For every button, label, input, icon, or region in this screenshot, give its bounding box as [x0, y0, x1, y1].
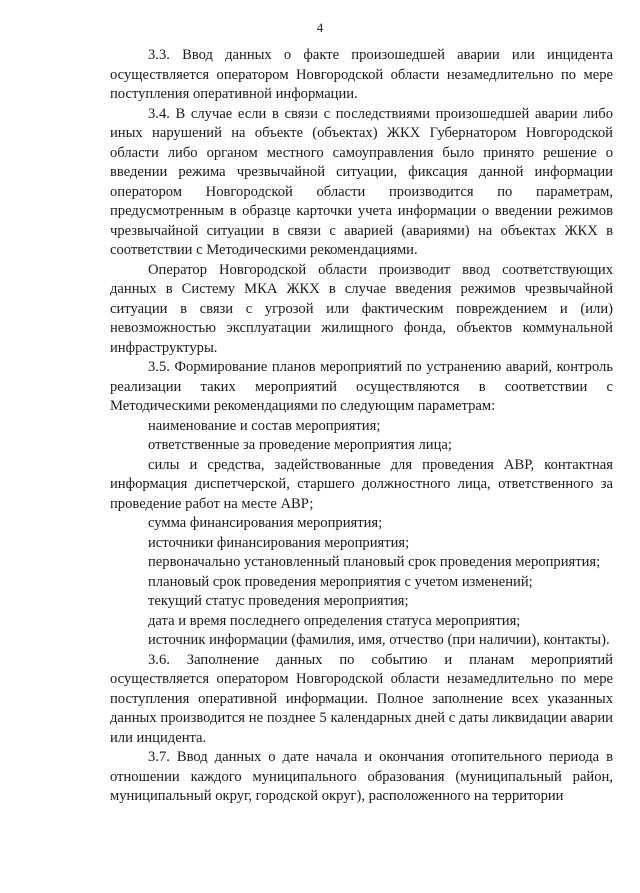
- list-item: наименование и состав мероприятия;: [148, 417, 381, 434]
- list-item: дата и время последнего определения статуса мероприятия;: [148, 612, 521, 629]
- list-item: источник информации (фамилия, имя, отчество (при наличии), контакты).: [148, 632, 610, 648]
- paragraph-3-5: 3.5. Формирование планов мероприятий по устранению аварий, контроль реализации таких мероприятий осуществляются в соответствии с Методическими рекомендациями по следующим параметрам:: [110, 359, 613, 414]
- paragraph-3-3: 3.3. Ввод данных о факте произошедшей аварии или инцидента осуществляется оператором Новгородской области незамедлительно по мере поступления оперативной информации.: [110, 47, 613, 102]
- document-body: [110, 46, 613, 807]
- list-item: силы и средства, задействованные для проведения АВР, контактная информация диспетчерской, старшего должностного лица, ответственного за проведение работ на месте АВР;: [110, 456, 613, 512]
- page-number: 4: [316, 20, 324, 35]
- list-item: плановый срок проведения мероприятия с учетом изменений;: [148, 573, 533, 590]
- list-item: ответственные за проведение мероприятия лица;: [148, 437, 452, 453]
- paragraph-3-4: 3.4. В случае если в связи с последствиями произошедшей аварии либо иных нарушений на объекте (объектах) ЖКХ Губернатором Новгородской области либо органом местного самоуправления было принято решение о введении режима чрезвычайной ситуации, фиксация данной информации оператором Новгородской области производится по параметрам, предусмотренным в образце карточки учета информации о введении режимов чрезвычайной ситуации в связи с аварией (авариями) на объектах ЖКХ в соответствии с Методическими рекомендациями.: [110, 105, 613, 258]
- paragraph-3-7: 3.7. Ввод данных о дате начала и окончания отопительного периода в отношении каждого муниципального образования (муниципальный район, муниципальный округ, городской округ), расположенного на территории: [110, 749, 613, 804]
- list-item: первоначально установленный плановый срок проведения мероприятия;: [148, 554, 601, 570]
- paragraph-3-6: 3.6. Заполнение данных по событию и планам мероприятий осуществляется оператором Новгородской области незамедлительно по мере поступления оперативной информации. Полное заполнение всех указанных данных производится не позднее 5 календарных дней с даты ликвидации аварии или инцидента.: [110, 651, 613, 746]
- list-item: сумма финансирования мероприятия;: [148, 515, 383, 531]
- paragraph-operator-emergency: Оператор Новгородской области производит ввод соответствующих данных в Систему МКА ЖКХ в случае введения режимов чрезвычайной ситуации в связи с угрозой или фактическим повреждением и (или) невозможностью эксплуатации жилищного фонда, объектов коммунальной инфраструктуры.: [110, 261, 613, 356]
- list-item: текущий статус проведения мероприятия;: [148, 593, 409, 609]
- list-item: источники финансирования мероприятия;: [148, 534, 410, 551]
